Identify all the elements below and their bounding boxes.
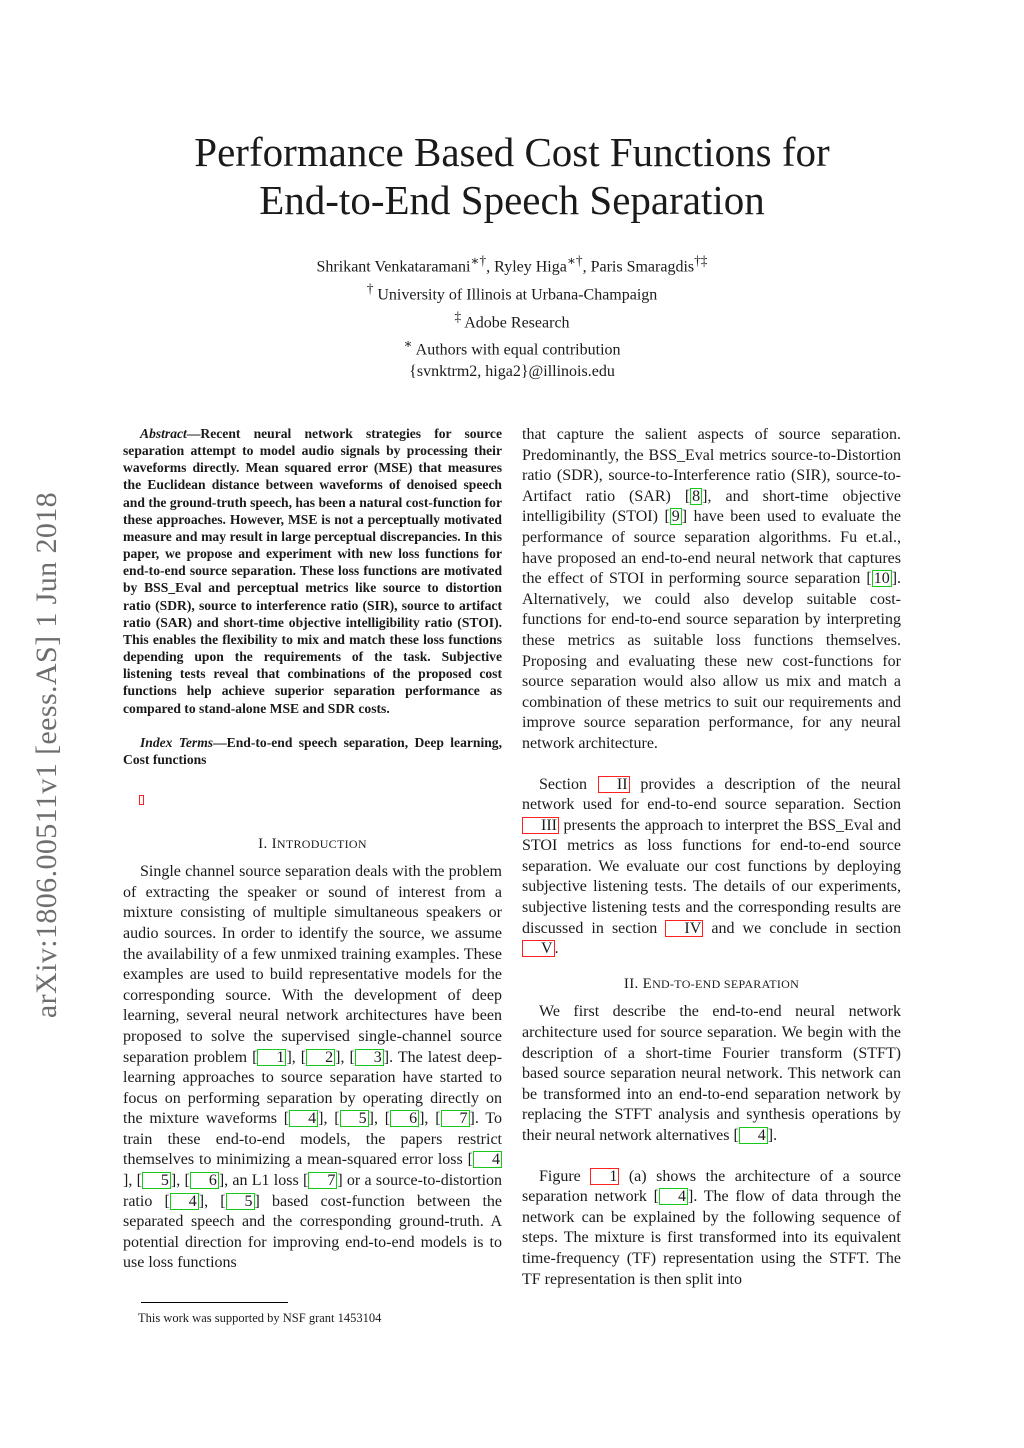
- right-text-2: , and short-time objective intelligibility (STOI): [522, 487, 901, 526]
- architecture-paragraph: We first describe the end-to-end neural network architecture used for source separation. We begin with the description of a short-time Fourier transform (STFT) based source separation neural network. This network can be transformed into an end-to-end separation network by replacing the STFT analysis and synthesis operations by their neural network alternatives [ 4 ].: [522, 1003, 901, 1144]
- figure-paragraph: Figure 1 (a) shows the architecture of a source separation network [ 4 ]. The flow of data through the network can be explained by the following sequence of steps. The mixture is first transformed into its equivalent time-frequency (TF) representation using the STFT. The TF representation is then split into: [522, 1167, 902, 1288]
- citation-link[interactable]: 6: [390, 1110, 419, 1127]
- section-1-title-rest: NTRODUCTION: [276, 836, 367, 851]
- section-1-heading: [123, 834, 502, 855]
- abstract-label: Abstract: [140, 426, 187, 441]
- citation-link[interactable]: 5: [142, 1172, 171, 1189]
- arch-text-1: We first describe the end-to-end neural network architecture used for source separation. We begin with the description of a short-time Fourier transform (STFT) based source separation neural network. This network can be transformed into an end-to-end separation network by replacing the STFT analysis and synthesis operations by their neural network alternatives: [522, 1003, 901, 1144]
- citation-link[interactable]: 4: [289, 1110, 318, 1127]
- citation-link[interactable]: 10: [873, 570, 890, 588]
- right-text-4: . Alternatively, we could also develop suitable cost-functions for end-to-end source separation by interpreting these metrics as suitable loss functions themselves. Proposing and evaluating these new cost-functions for source separation would also allow us mix and match a combination of these metrics to suit our requirements and improve source separation performance, for any neural network architecture.: [522, 570, 902, 752]
- section-link[interactable]: II: [598, 776, 630, 793]
- intro-text-6: based cost-function between the separated speech and the corresponding ground-truth. A potential direction for improving end-to-end models is to use loss functions: [123, 1192, 502, 1272]
- citation-link[interactable]: 5: [226, 1193, 255, 1210]
- affiliation-1-mark: †: [366, 280, 374, 296]
- intro-text-4: , an L1 loss: [224, 1172, 299, 1190]
- left-column: [123, 425, 502, 1274]
- note-mark: ∗: [403, 336, 413, 352]
- author-1: Shrikant Venkataramani: [316, 258, 471, 276]
- abstract-text: —Recent neural network strategies for source separation attempt to model audio signals by processing their waveforms directly. Mean squared error (MSE) that measures the Euclidean distance between waveforms of denoised speech and the ground-truth speech, has been a natural cost-function for these approaches. However, MSE is not a perceptually motivated measure and may result in large perceptual discrepancies. In this paper, we propose and experiment with new loss functions for end-to-end source separation. These loss functions are motivated by BSS_Eval and perceptual metrics like source to distortion ratio (SDR), source to interference ratio (SIR), source to artifact ratio (SAR) and short-time objective intelligibility ratio (STOI). This enables the flexibility to mix and match these loss functions depending upon the requirements of the task. Subjective listening tests reveal that combinations of the proposed cost functions help achieve superior separation performance as compared to stand-alone MSE and SDR costs.: [123, 426, 502, 716]
- author-3: Paris Smaragdis: [590, 258, 695, 276]
- fig-text-3: . The flow of data through the network can be explained by the following sequence of steps. The mixture is first transformed into its equivalent time-frequency (TF) representation using the STFT. The TF representation is then split into: [522, 1188, 901, 1288]
- arch-text-2: .: [773, 1127, 778, 1144]
- citation-link[interactable]: 4: [659, 1188, 688, 1205]
- affiliation-2-mark: ‡: [454, 308, 462, 324]
- section-link[interactable]: IV: [665, 920, 703, 937]
- arxiv-identifier: [27, 455, 67, 1055]
- right-text-1: that capture the salient aspects of source separation. Predominantly, the BSS_Eval metrics source-to-Distortion ratio (SDR), source-to-Interference ratio (SIR), source-to-Artifact ratio (SAR): [522, 426, 901, 505]
- outline-text-2: provides a description of the neural network used for end-to-end source separation. Section: [522, 775, 901, 814]
- intro-continuation: that capture the salient aspects of source separation. Predominantly, the BSS_Eval metrics source-to-Distortion ratio (SDR), source-to-Interference ratio (SIR), source-to-Artifact ratio (SAR) [ 8 ], and short-time objective intelligibility (STOI) [ 9 ] have been used to evaluate the performance of source separation algorithms. Fu et.al., have proposed an end-to-end neural network that captures the effect of STOI in performing source separation [ 10 ]. Alternatively, we could also develop suitable cost-functions for end-to-end source separation by interpreting these metrics as suitable loss functions themselves. Proposing and evaluating these new cost-functions for source separation would also allow us mix and match a combination of these metrics to suit our requirements and improve source separation performance, for any neural network architecture.: [522, 426, 902, 752]
- section-link[interactable]: V: [522, 940, 555, 957]
- affiliation-1-text: University of Illinois at Urbana-Champaign: [377, 286, 658, 304]
- intro-text-2: . The latest deep-learning approaches to source separation have started to focus on performing separation by operating directly on the mixture waveforms: [123, 1048, 503, 1128]
- section-2-title-initial: E: [642, 975, 653, 992]
- figure-link[interactable]: 1: [590, 1168, 619, 1185]
- fig-text-1: Figure: [539, 1167, 591, 1185]
- outline-text-4: and we conclude in section: [703, 919, 901, 937]
- author-3-marks: †‡: [694, 253, 708, 268]
- intro-text-5: or a source-to-distortion ratio: [123, 1172, 503, 1210]
- intro-text-1: Single channel source separation deals with the problem of extracting the speaker or sound of interest from a mixture consisting of multiple simultaneous speakers or audio sources. In order to identify the source, we assume the availability of a few unmixed training examples. These examples are used to build representative models for the corresponding source. With the development of deep learning, several neural network architectures have been proposed to solve the supervised single-channel source separation problem: [123, 863, 502, 1066]
- abstract: [123, 425, 502, 717]
- author-2: Ryley Higa: [494, 258, 567, 276]
- footnote: This work was supported by NSF grant 1453104: [138, 1311, 382, 1325]
- citation-link[interactable]: 5: [340, 1110, 369, 1127]
- paragraph-gap: [522, 1147, 901, 1167]
- index-terms-text: —End-to-end speech separation, Deep learning, Cost functions: [123, 734, 502, 767]
- section-2-number: II.: [623, 975, 643, 992]
- note-text: Authors with equal contribution: [415, 341, 621, 359]
- affiliation-1: [0, 278, 1024, 306]
- outline-text-3: presents the approach to interpret the BSS_Eval and STOI metrics as loss functions for end-to-end source separation. We evaluate our cost functions by deploying subjective listening tests. The details of our experiments, subjective listening tests and the corresponding results are discussed in section: [522, 816, 901, 937]
- author-2-marks: ∗†: [566, 253, 583, 268]
- index-terms: [123, 734, 502, 768]
- right-column: [522, 425, 901, 1290]
- outline-text-5: .: [554, 940, 559, 958]
- citation-link[interactable]: 4: [170, 1193, 199, 1210]
- citation-link[interactable]: 2: [306, 1049, 335, 1066]
- citation-link[interactable]: 7: [441, 1110, 470, 1127]
- hyperlink-anchor-box[interactable]: [139, 795, 144, 805]
- title-line-2: End-to-End Speech Separation: [259, 177, 765, 223]
- author-names: Shrikant Venkataramani∗†, Ryley Higa∗†, Paris Smaragdis†‡: [316, 253, 708, 276]
- equal-contribution-note: [0, 333, 1024, 361]
- intro-text-3: . To train these end-to-end models, the papers restrict themselves to minimizing a mean-squared error loss: [123, 1110, 503, 1169]
- footnote-rule: [141, 1302, 288, 1303]
- affiliation-2: [0, 306, 1024, 334]
- author-email: {svnktrm2, higa2}@illinois.edu: [409, 363, 615, 381]
- citation-link[interactable]: 7: [308, 1172, 337, 1189]
- citation-link[interactable]: 6: [190, 1172, 219, 1189]
- index-terms-label: Index Terms: [140, 734, 214, 750]
- paper-title: [0, 128, 1024, 224]
- arxiv-identifier-text: arXiv:1806.00511v1 [eess.AS] 1 Jun 2018: [30, 491, 63, 1019]
- section-2-heading: [522, 974, 901, 995]
- citation-link[interactable]: 4: [473, 1151, 502, 1168]
- author-block: [0, 250, 1024, 383]
- section-1-title-initial: I: [271, 835, 277, 852]
- citation-link[interactable]: 9: [671, 508, 680, 526]
- citation-link[interactable]: 3: [355, 1049, 384, 1066]
- title-line-1: Performance Based Cost Functions for: [194, 129, 830, 175]
- section-1-number: I.: [258, 835, 272, 852]
- right-text-3: have been used to evaluate the performance of source separation algorithms. Fu et.al., have proposed an end-to-end neural network that captures the effect of STOI in performing source separation: [522, 508, 902, 588]
- outline-text-1: Section: [539, 775, 598, 793]
- citation-link[interactable]: 1: [257, 1049, 286, 1066]
- citation-link[interactable]: 8: [692, 487, 701, 505]
- affiliation-2-text: Adobe Research: [464, 313, 570, 331]
- paragraph-gap: [522, 755, 901, 775]
- intro-paragraph: Single channel source separation deals with the problem of extracting the speaker or sound of interest from a mixture consisting of multiple simultaneous speakers or audio sources. In order to identify the source, we assume the availability of a few unmixed training examples. These examples are used to build representative models for the corresponding source. With the development of deep learning, several neural network architectures have been proposed to solve the supervised single-channel source separation problem [ 1 ], [ 2 ], [ 3 ]. The latest deep-learning approaches to source separation have started to focus on performing separation by operating directly on the mixture waveforms [ 4 ], [ 5 ], [ 6 ], [ 7 ]. To train these end-to-end models, the papers restrict themselves to minimizing a mean-squared error loss [ 4], [ 5 ], [ 6 ], an L1 loss [ 7 ] or a source-to-distortion ratio [ 4 ], [ 5 ] based cost-function between the separated speech and the corresponding ground-truth. A potential direction for improving end-to-end models is to use loss functions: [123, 863, 503, 1272]
- author-1-marks: ∗†: [470, 253, 487, 268]
- citation-link[interactable]: 4: [739, 1127, 768, 1144]
- outline-paragraph: [522, 775, 901, 960]
- section-2-title-rest: ND-TO-END SEPARATION: [652, 976, 800, 991]
- section-link[interactable]: III: [522, 817, 559, 834]
- fig-text-2: (a) shows the architecture of a source separation network: [522, 1167, 902, 1206]
